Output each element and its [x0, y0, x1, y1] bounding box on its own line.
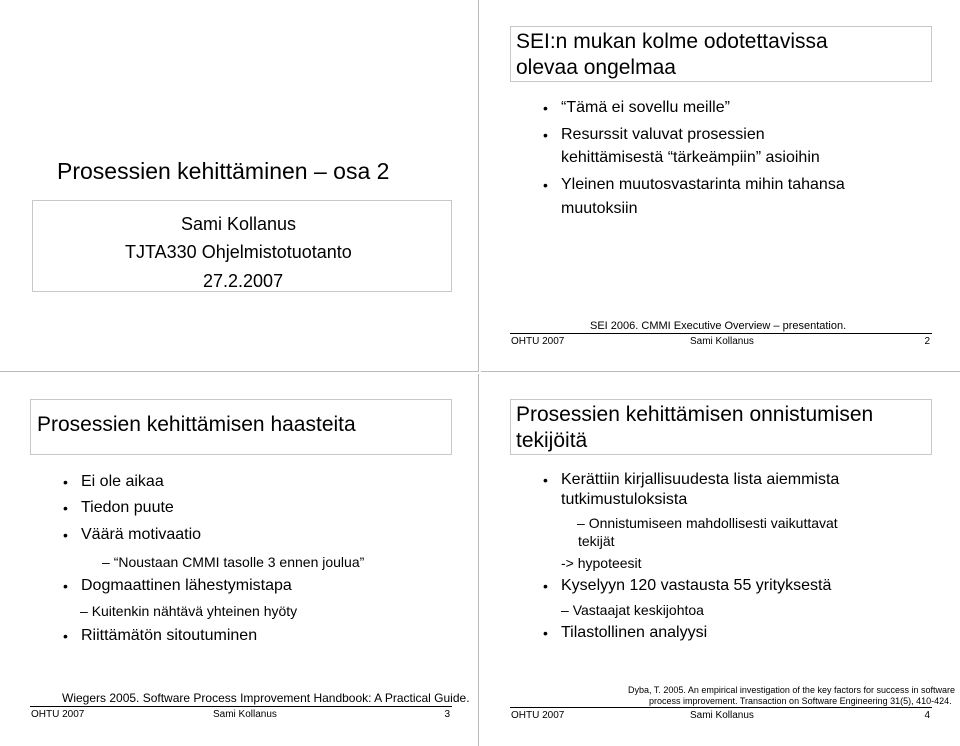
slide-2-bullet-text: “Tämä ei sovellu meille”	[561, 99, 730, 116]
page-number: 2	[924, 336, 930, 347]
page-number: 3	[444, 709, 450, 720]
slide-4-title-box	[510, 399, 932, 455]
dash-icon: –	[80, 603, 92, 619]
page-number: 4	[924, 710, 930, 721]
slide-4-title-line1: Prosessien kehittämisen onnistumisen	[516, 403, 874, 426]
slide-1	[0, 0, 479, 372]
slide-2-bullet	[543, 125, 765, 145]
slide-2-bullet-continued: kehittämisestä “tärkeämpiin” asioihin	[561, 149, 820, 166]
slide-3-subitem-text: Kuitenkin nähtävä yhteinen hyöty	[91, 603, 298, 619]
bullet-icon: •	[543, 472, 548, 488]
slide-4-footer	[510, 707, 932, 722]
slide-4-bullet-continued: tutkimustuloksista	[561, 491, 688, 508]
slide-4-subitem-continued: tekijät	[578, 533, 615, 549]
slide-4-subitem	[577, 514, 838, 532]
slide-4-bullet	[543, 576, 832, 596]
bullet-icon: •	[63, 527, 68, 543]
slide-3-subitem	[102, 553, 364, 571]
slide-3-bullet-text: Tiedon puute	[81, 499, 174, 516]
slide-4-reference-line2: process improvement. Transaction on Software Engineering 31(5), 410-424.	[649, 696, 952, 706]
bullet-icon: •	[543, 177, 548, 193]
slide-2-title-line2: olevaa ongelmaa	[516, 56, 676, 79]
slide-4-subitem	[561, 601, 704, 619]
slide-3	[0, 374, 479, 746]
slide-3-bullet	[63, 576, 292, 596]
slide-2-bullet	[543, 98, 730, 118]
footer-author: Sami Kollanus	[690, 710, 754, 721]
slide-3-bullet-text: Ei ole aikaa	[81, 473, 164, 490]
slide-3-title: Prosessien kehittämisen haasteita	[37, 413, 356, 436]
slide-4-subitem-text: Vastaajat keskijohtoa	[572, 602, 704, 618]
slide-1-date: 27.2.2007	[203, 271, 284, 291]
footer-course: OHTU 2007	[31, 709, 85, 720]
slide-4-bullet	[543, 623, 708, 643]
slide-4-bullet-text: Kyselyyn 120 vastausta 55 yrityksestä	[561, 577, 832, 594]
slide-2-title-line1: SEI:n mukan kolme odotettavissa	[516, 30, 828, 53]
slide-3-title-box	[30, 399, 452, 455]
slide-1-course: TJTA330 Ohjelmistotuotanto	[125, 242, 352, 262]
slide-4-bullet-text: Tilastollinen analyysi	[561, 624, 708, 641]
slide-4-title-line2: tekijöitä	[516, 429, 588, 452]
bullet-icon: •	[543, 127, 548, 143]
slide-4-subitem-note: -> hypoteesit	[561, 555, 642, 571]
slide-3-bullet	[63, 626, 258, 646]
slide-4	[481, 374, 960, 746]
slide-4-reference-line1: Dyba, T. 2005. An empirical investigation of the key factors for success in software	[628, 685, 955, 695]
footer-course: OHTU 2007	[511, 336, 565, 347]
slide-3-bullet-text: Dogmaattinen lähestymistapa	[81, 577, 292, 594]
slide-1-subtitle-box	[32, 200, 452, 292]
footer-course: OHTU 2007	[511, 710, 565, 721]
slide-2-bullet-text: Resurssit valuvat prosessien	[561, 126, 765, 143]
slide-3-subitem-text: “Noustaan CMMI tasolle 3 ennen joulua”	[113, 554, 365, 570]
slide-3-bullet	[63, 498, 174, 518]
bullet-icon: •	[63, 578, 68, 594]
slide-2-bullet-text: Yleinen muutosvastarinta mihin tahansa	[561, 176, 845, 193]
slide-3-footer	[30, 706, 452, 721]
bullet-icon: •	[543, 625, 548, 641]
bullet-icon: •	[543, 100, 548, 116]
footer-author: Sami Kollanus	[213, 709, 277, 720]
slide-3-bullet	[63, 525, 202, 545]
slide-1-author: Sami Kollanus	[181, 214, 297, 234]
slide-3-bullet	[63, 472, 164, 492]
slide-3-reference: Wiegers 2005. Software Process Improvement Handbook: A Practical Guide.	[62, 691, 470, 705]
bullet-icon: •	[63, 628, 68, 644]
slide-4-subitem-text: Onnistumiseen mahdollisesti vaikuttavat	[588, 515, 838, 531]
slide-3-bullet-text: Riittämätön sitoutuminen	[81, 627, 258, 644]
bullet-icon: •	[543, 578, 548, 594]
footer-author: Sami Kollanus	[690, 336, 754, 347]
slide-3-subitem	[80, 602, 297, 620]
slide-1-title: Prosessien kehittäminen – osa 2	[57, 158, 390, 184]
dash-icon: –	[561, 602, 573, 618]
dash-icon: –	[577, 515, 589, 531]
dash-icon: –	[102, 554, 114, 570]
slide-2-title-box	[510, 26, 932, 82]
slide-2-footer	[510, 333, 932, 348]
slide-2	[481, 0, 960, 372]
slide-4-bullet	[543, 470, 840, 490]
slide-2-reference: SEI 2006. CMMI Executive Overview – presentation.	[590, 320, 847, 332]
slide-3-bullet-text: Väärä motivaatio	[81, 526, 202, 543]
slide-2-bullet	[543, 175, 845, 195]
bullet-icon: •	[63, 500, 68, 516]
bullet-icon: •	[63, 474, 68, 490]
slide-2-bullet-continued: muutoksiin	[561, 200, 638, 217]
slide-4-bullet-text: Kerättiin kirjallisuudesta lista aiemmista	[561, 471, 840, 488]
